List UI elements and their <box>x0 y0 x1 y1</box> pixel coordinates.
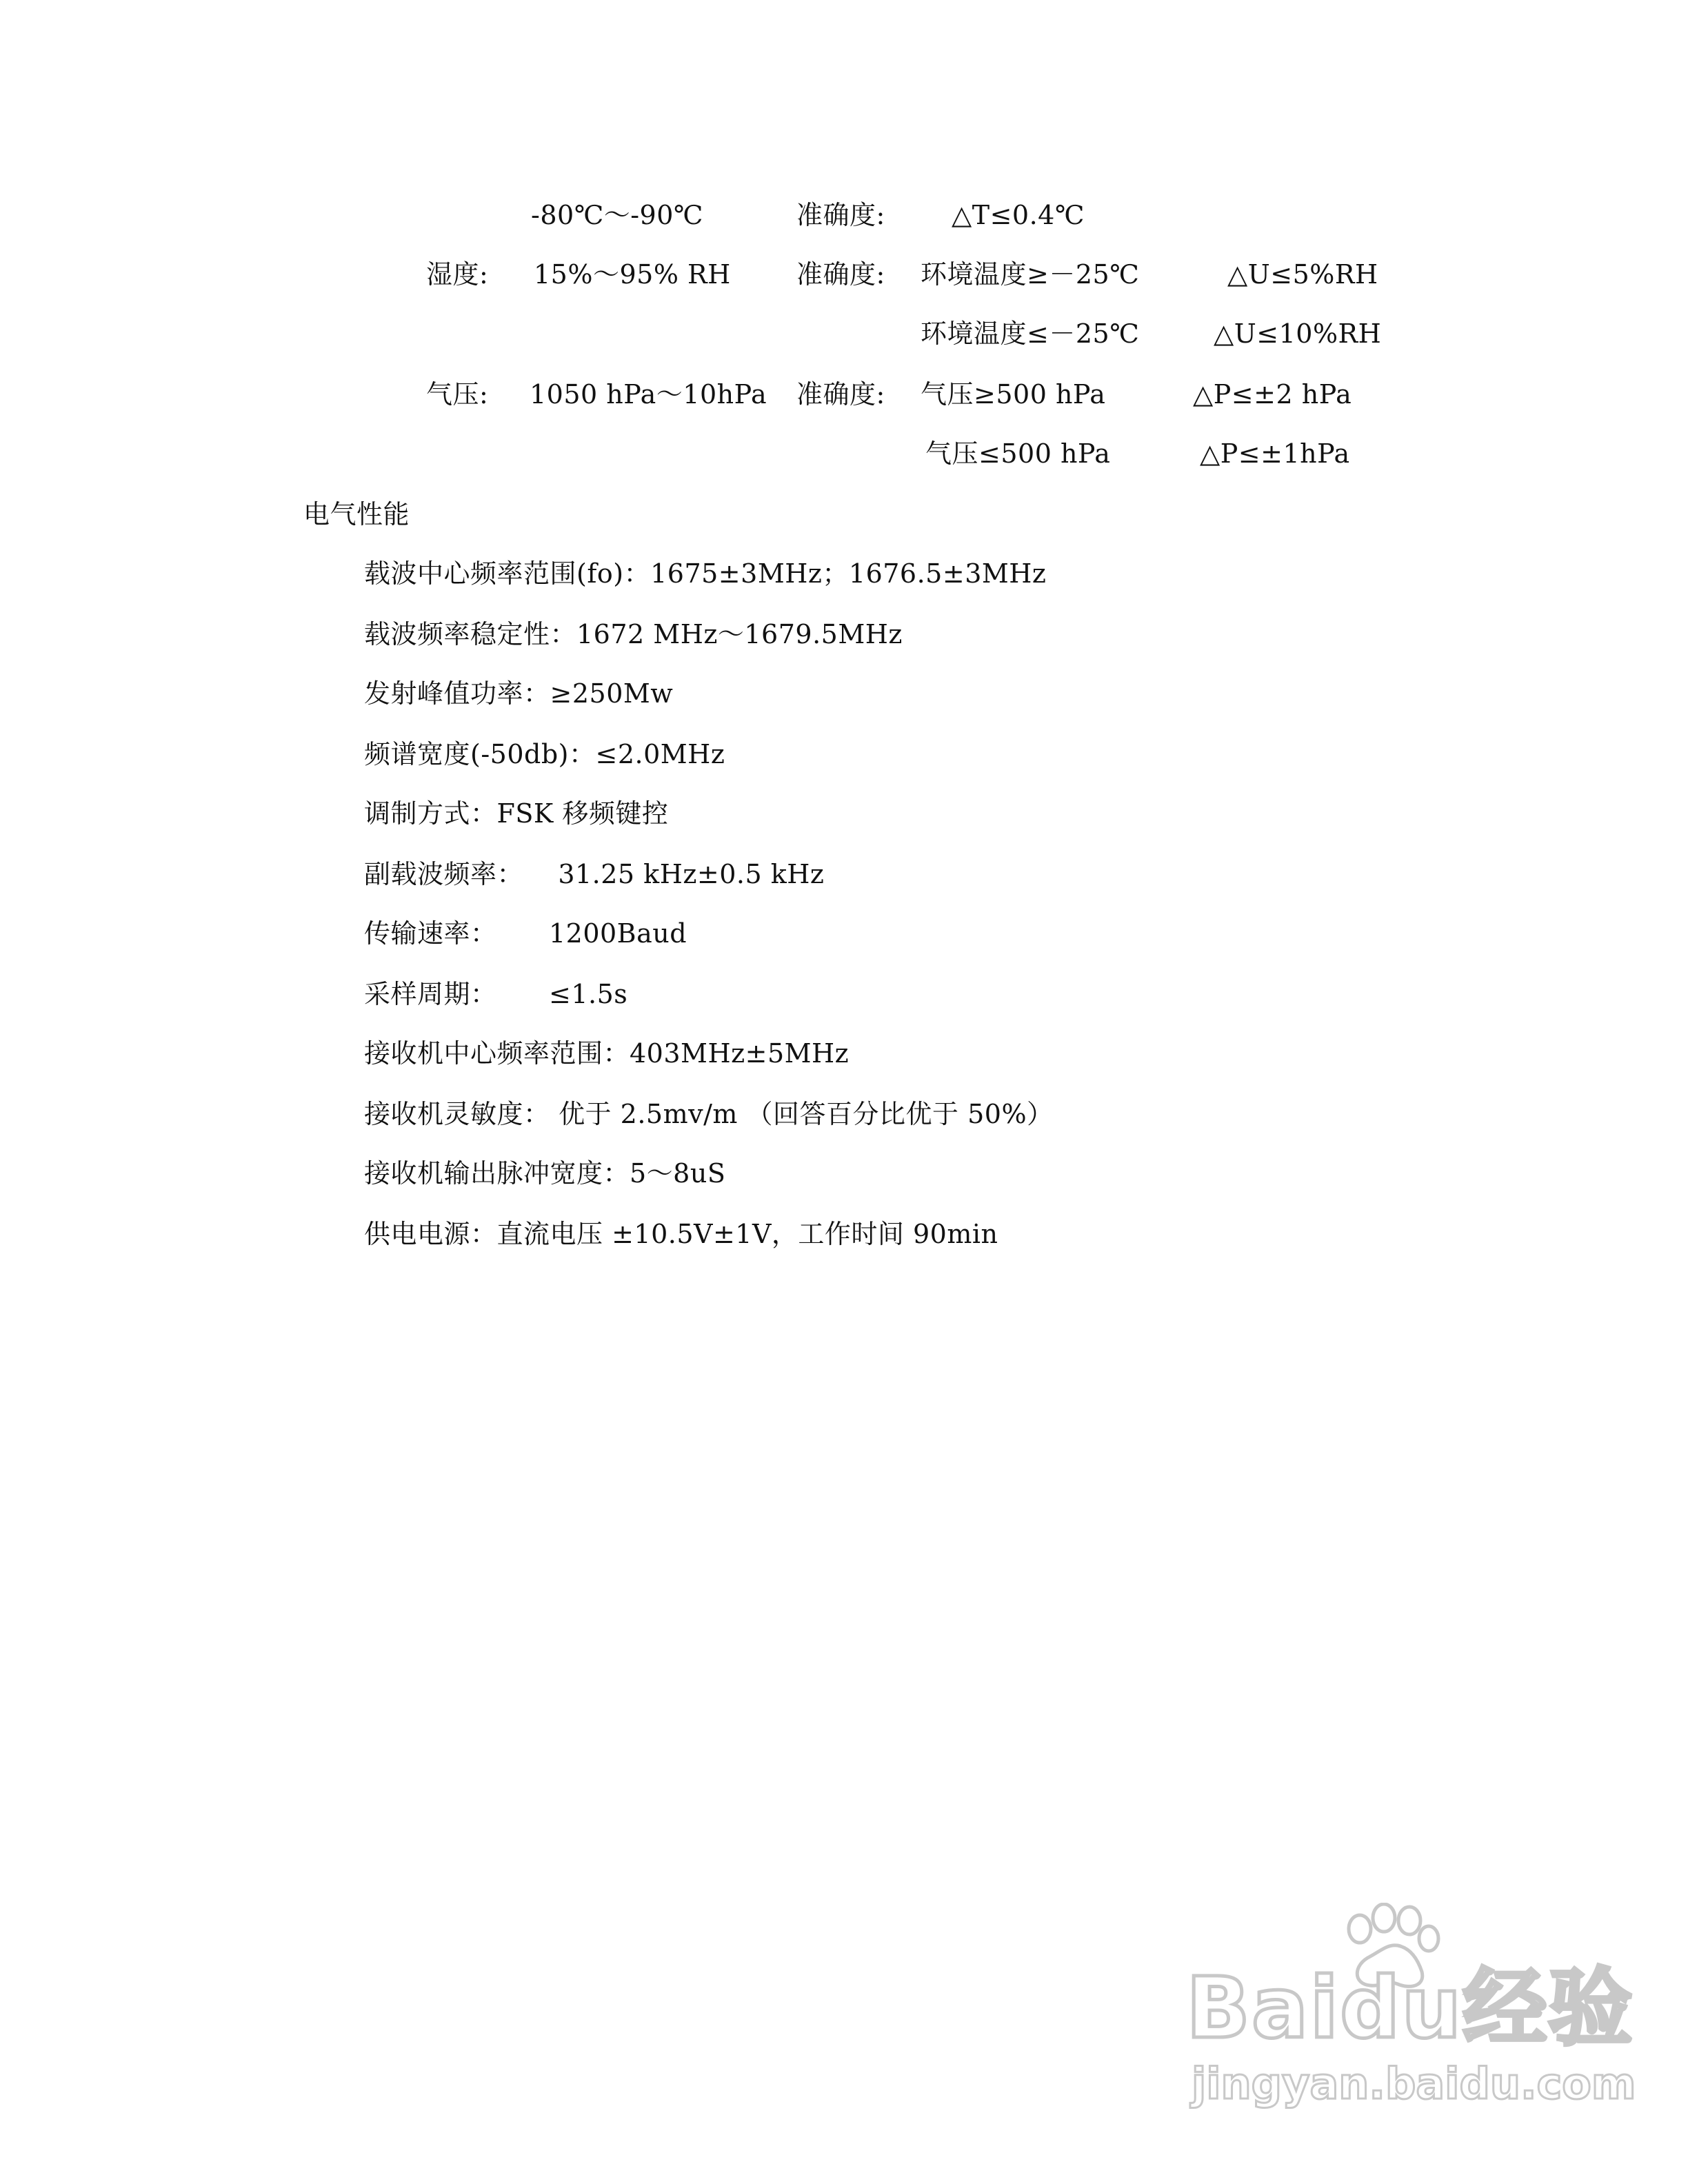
spec-line: 接收机输出脉冲宽度：5～8uS <box>364 1158 726 1189</box>
temp-accuracy-label: 准确度: <box>796 200 885 230</box>
spec-line: 采样周期： ≤1.5s <box>364 979 628 1009</box>
temp-accuracy-value: △T≤0.4℃ <box>952 200 1085 230</box>
humidity-accuracy-label: 准确度: <box>796 259 885 290</box>
pressure-value-2: △P≤±1hPa <box>1200 438 1350 469</box>
pressure-condition-1: 气压≥500 hPa <box>921 379 1106 410</box>
humidity-condition-2: 环境温度≤－25℃ <box>921 318 1140 349</box>
humidity-condition-1: 环境温度≥－25℃ <box>921 259 1140 290</box>
section-heading-electrical: 电气性能 <box>303 499 410 529</box>
spec-line: 载波频率稳定性：1672 MHz～1679.5MHz <box>364 619 903 649</box>
pressure-label: 气压: <box>426 379 489 410</box>
pressure-value-1: △P≤±2 hPa <box>1193 379 1352 410</box>
spec-line: 载波中心频率范围(fo)：1675±3MHz；1676.5±3MHz <box>364 558 1047 589</box>
spec-line: 频谱宽度(-50db)：≤2.0MHz <box>364 739 725 769</box>
spec-line: 发射峰值功率：≥250Mw <box>364 678 674 709</box>
spec-line: 接收机灵敏度： 优于 2.5mv/m （回答百分比优于 50%） <box>364 1099 1054 1129</box>
humidity-label: 湿度: <box>426 259 489 290</box>
pressure-range: 1050 hPa～10hPa <box>530 379 767 410</box>
humidity-value-2: △U≤10%RH <box>1214 318 1382 349</box>
spec-line: 调制方式：FSK 移频键控 <box>364 798 669 829</box>
humidity-value-1: △U≤5%RH <box>1227 259 1378 290</box>
watermark-url: jingyan.baidu.com <box>1192 2059 1636 2109</box>
humidity-range: 15%～95% RH <box>534 259 731 290</box>
spec-line: 传输速率： 1200Baud <box>364 918 687 949</box>
spec-line: 供电电源：直流电压 ±10.5V±1V，工作时间 90min <box>364 1219 998 1249</box>
baidu-watermark <box>1186 1903 1636 2110</box>
watermark-brand: Baidu经验 <box>1186 1959 1634 2057</box>
pressure-condition-2: 气压≤500 hPa <box>925 438 1111 469</box>
pressure-accuracy-label: 准确度: <box>796 379 885 410</box>
temp-range: -80℃～-90℃ <box>531 200 703 230</box>
spec-line: 接收机中心频率范围：403MHz±5MHz <box>364 1038 850 1069</box>
spec-line: 副载波频率： 31.25 kHz±0.5 kHz <box>364 859 825 889</box>
